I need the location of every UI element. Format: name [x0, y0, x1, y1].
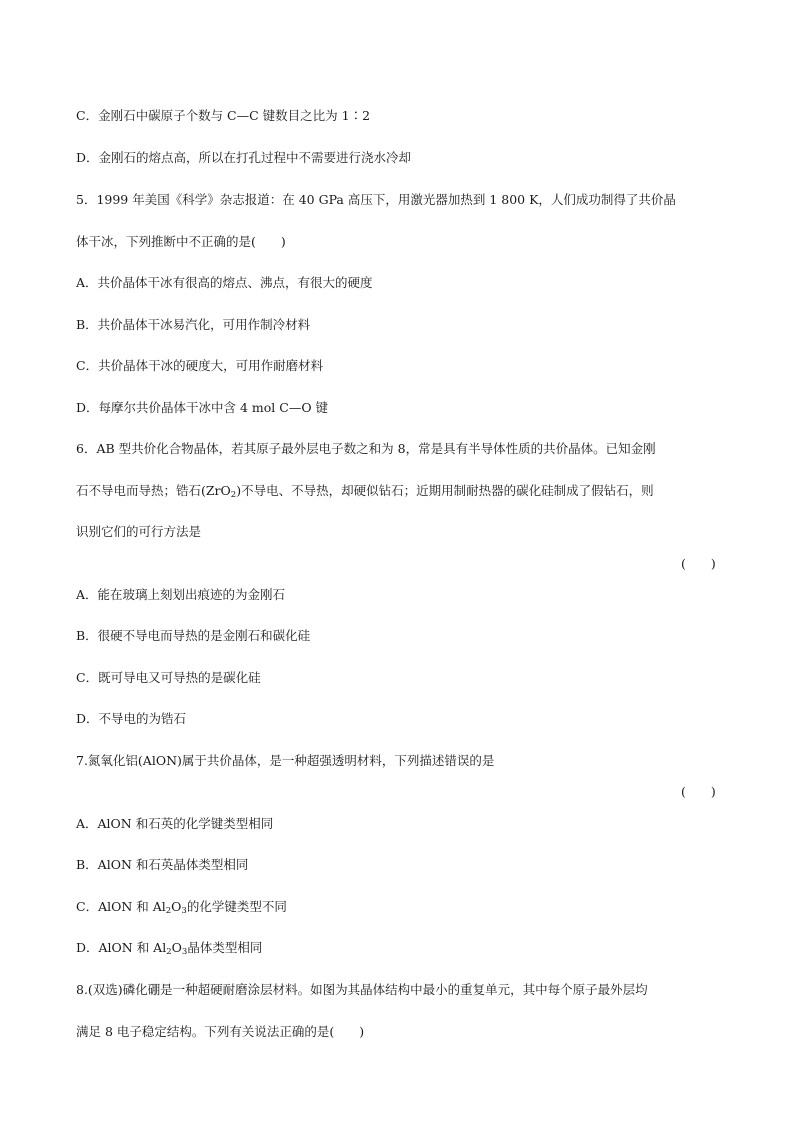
q6-option-c: C．既可导电又可导热的是碳化硅	[76, 670, 261, 685]
q6-stem-text: )不导电、不导热，却硬似钻石；近期用制耐热器的碳化硅制成了假钻石，则	[236, 483, 654, 498]
q6-option-d: D．不导电的为锆石	[76, 711, 187, 726]
q6-stem-line-3: 识别它们的可行方法是	[76, 524, 202, 539]
q5-option-a: A．共价晶体干冰有很高的熔点、沸点，有很大的硬度	[76, 275, 373, 290]
q8-stem-line-2: 满足 8 电子稳定结构。下列有关说法正确的是( )	[76, 1024, 365, 1039]
q7d-text: 晶体类型相同	[187, 940, 263, 955]
subscript: 3	[181, 947, 188, 957]
q6-option-a: A．能在玻璃上刻划出痕迹的为金刚石	[76, 587, 286, 602]
q5-stem-line-2: 体干冰，下列推断中不正确的是( )	[76, 234, 286, 249]
q7c-text: O	[171, 899, 182, 914]
q6-stem-text: 石不导电而导热；锆石(ZrO	[76, 483, 231, 498]
q8-stem-line-1: 8.(双选)磷化硼是一种超硬耐磨涂层材料。如图为其晶体结构中最小的重复单元，其中每个原子最外层均	[76, 982, 648, 997]
subscript: 2	[165, 906, 172, 916]
q6-stem-line-1: 6．AB 型共价化合物晶体，若其原子最外层电子数之和为 8，常是具有半导体性质的共价晶体。已知金刚	[76, 441, 656, 456]
q7-option-d	[76, 940, 262, 956]
q5-stem-line-1: 5．1999 年美国《科学》杂志报道：在 40 GPa 高压下，用激光器加热到 1 800 K，人们成功制得了共价晶	[76, 192, 676, 207]
subscript: 2	[230, 490, 237, 500]
q7-stem: 7.氮氧化铝(AlON)属于共价晶体，是一种超强透明材料，下列描述错误的是	[76, 753, 495, 768]
q7-answer-blank: ( )	[681, 784, 716, 799]
q5-option-c: C．共价晶体干冰的硬度大，可用作耐磨材料	[76, 358, 324, 373]
q5-option-b: B．共价晶体干冰易汽化，可用作制冷材料	[76, 317, 311, 332]
q6-answer-blank: ( )	[681, 556, 716, 571]
q5-option-d: D．每摩尔共价晶体干冰中含 4 mol C—O 键	[76, 400, 329, 415]
q7c-text: C．AlON 和 Al	[76, 899, 166, 914]
subscript: 2	[166, 947, 172, 957]
q4-option-d: D．金刚石的熔点高，所以在打孔过程中不需要进行浇水冷却	[76, 150, 412, 165]
q7-option-a: A．AlON 和石英的化学键类型相同	[76, 816, 274, 831]
q7-option-c	[76, 899, 287, 915]
subscript: 3	[181, 906, 187, 916]
q6-stem-line-2	[76, 483, 654, 499]
q7c-text: 的化学键类型不同	[186, 899, 287, 914]
q7d-text: D．AlON 和 Al	[76, 940, 167, 955]
q4-option-c: C．金刚石中碳原子个数与 C—C 键数目之比为 1∶2	[76, 108, 371, 123]
q6-option-b: B．很硬不导电而导热的是金刚石和碳化硅	[76, 628, 311, 643]
q7d-text: O	[171, 940, 182, 955]
q7-option-b: B．AlON 和石英晶体类型相同	[76, 857, 249, 872]
